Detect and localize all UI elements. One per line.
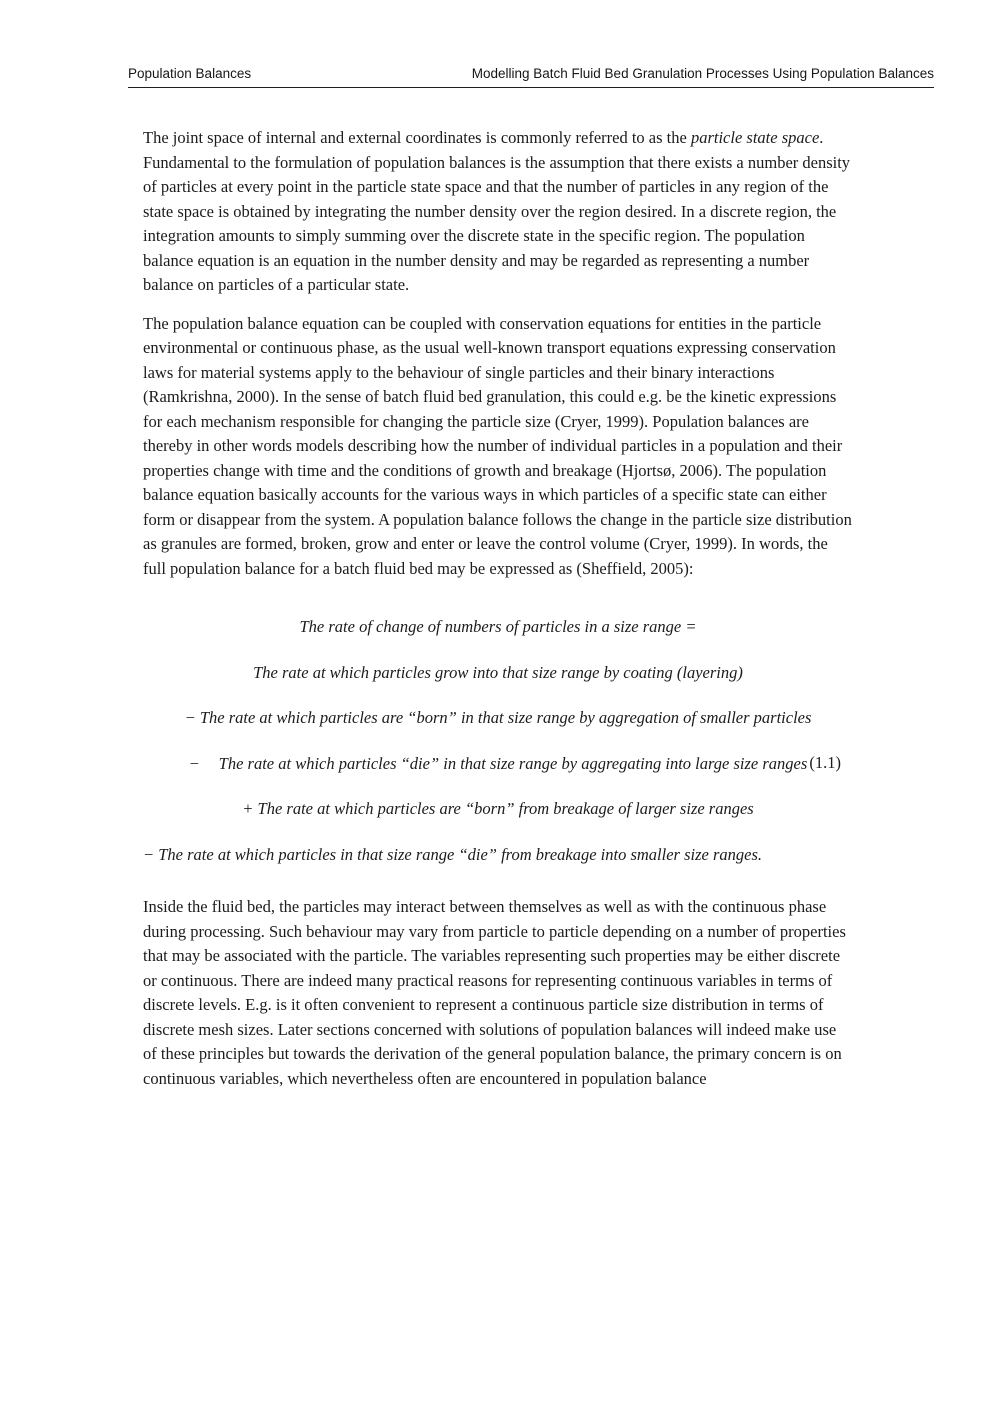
equation-minus-sign: − [188,753,200,773]
equation-line-born-breakage: + The rate at which particles are “born” from breakage of larger size ranges [242,799,754,818]
header-rule [128,87,934,88]
equation-line-rate-of-change: The rate of change of numbers of particles in a size range = [299,617,697,636]
paragraph-population-balance-coupling: The population balance equation can be coupled with conservation equations for entities in the particle environmental or continuous phase, as the usual well-known transport equations expressing conservation laws for material systems apply to the behaviour of single particles and their binary interactions (Ramkrishna, 2000). In the sense of batch fluid bed granulation, this could e.g. be the kinetic expressions for each mechanism responsible for changing the particle size (Cryer, 1999). Population balances are thereby in other words models describing how the number of individual particles in a population and their properties change with time and the conditions of growth and breakage (Hjortsø, 2006). The population balance equation basically accounts for the various ways in which particles of a specific state can either form or disappear from the system. A population balance follows the change in the particle size distribution as granules are formed, broken, grow and enter or leave the control volume (Cryer, 1999). In words, the full population balance for a batch fluid bed may be expressed as (Sheffield, 2005): [143,313,852,578]
page-header [128,66,934,81]
running-header-left: Population Balances [128,66,252,81]
paragraph-1-text-end: . Fundamental to the formulation of population balances is the assumption that there exists a number density of particles at every point in the particle state space and that the number of particles in any region of the state space is obtained by integrating the number density over the region desired. In a discrete region, the integration amounts to simply summing over the discrete state in the specific region. The population balance equation is an equation in the number density and may be regarded as representing a number balance on particles of a particular state. [143,128,851,294]
equation-line-die-aggregation [143,752,853,777]
equation-line-die-aggregation-text: The rate at which particles “die” in that size range by aggregating into large size ranges [218,753,808,773]
page-content [143,126,853,1105]
paragraph-particle-state-space [143,126,853,298]
equation-line-coating: The rate at which particles grow into that size range by coating (layering) [253,662,743,682]
paragraph-1-italic-term: particle state space [690,128,820,147]
equation-number: (1.1) [809,753,841,772]
paragraph-discrete-continuous-variables: Inside the fluid bed, the particles may interact between themselves as well as with the continuous phase during processing. Such behaviour may vary from particle to particle depending on a number of properties that may be associated with the particle. The variables representing such properties may be either discrete or continuous. There are indeed many practical reasons for representing continuous variables in terms of discrete levels. E.g. is it often convenient to represent a continuous particle size distribution in terms of discrete mesh sizes. Later sections concerned with solutions of population balances will indeed make use of these principles but towards the derivation of the general population balance, the primary concern is on continuous variables, which nevertheless often are encountered in population balance [143,897,846,1088]
running-header-right: Modelling Batch Fluid Bed Granulation Processes Using Population Balances [471,66,934,81]
equation-line-die-breakage: − The rate at which particles in that size range “die” from breakage into smaller size ranges. [143,844,763,864]
equation-line-born-aggregation: − The rate at which particles are “born” in that size range by aggregation of smaller particles [184,708,812,727]
equation-block [143,615,853,867]
paragraph-1-text-start: The joint space of internal and external coordinates is commonly referred to as the [143,128,691,147]
